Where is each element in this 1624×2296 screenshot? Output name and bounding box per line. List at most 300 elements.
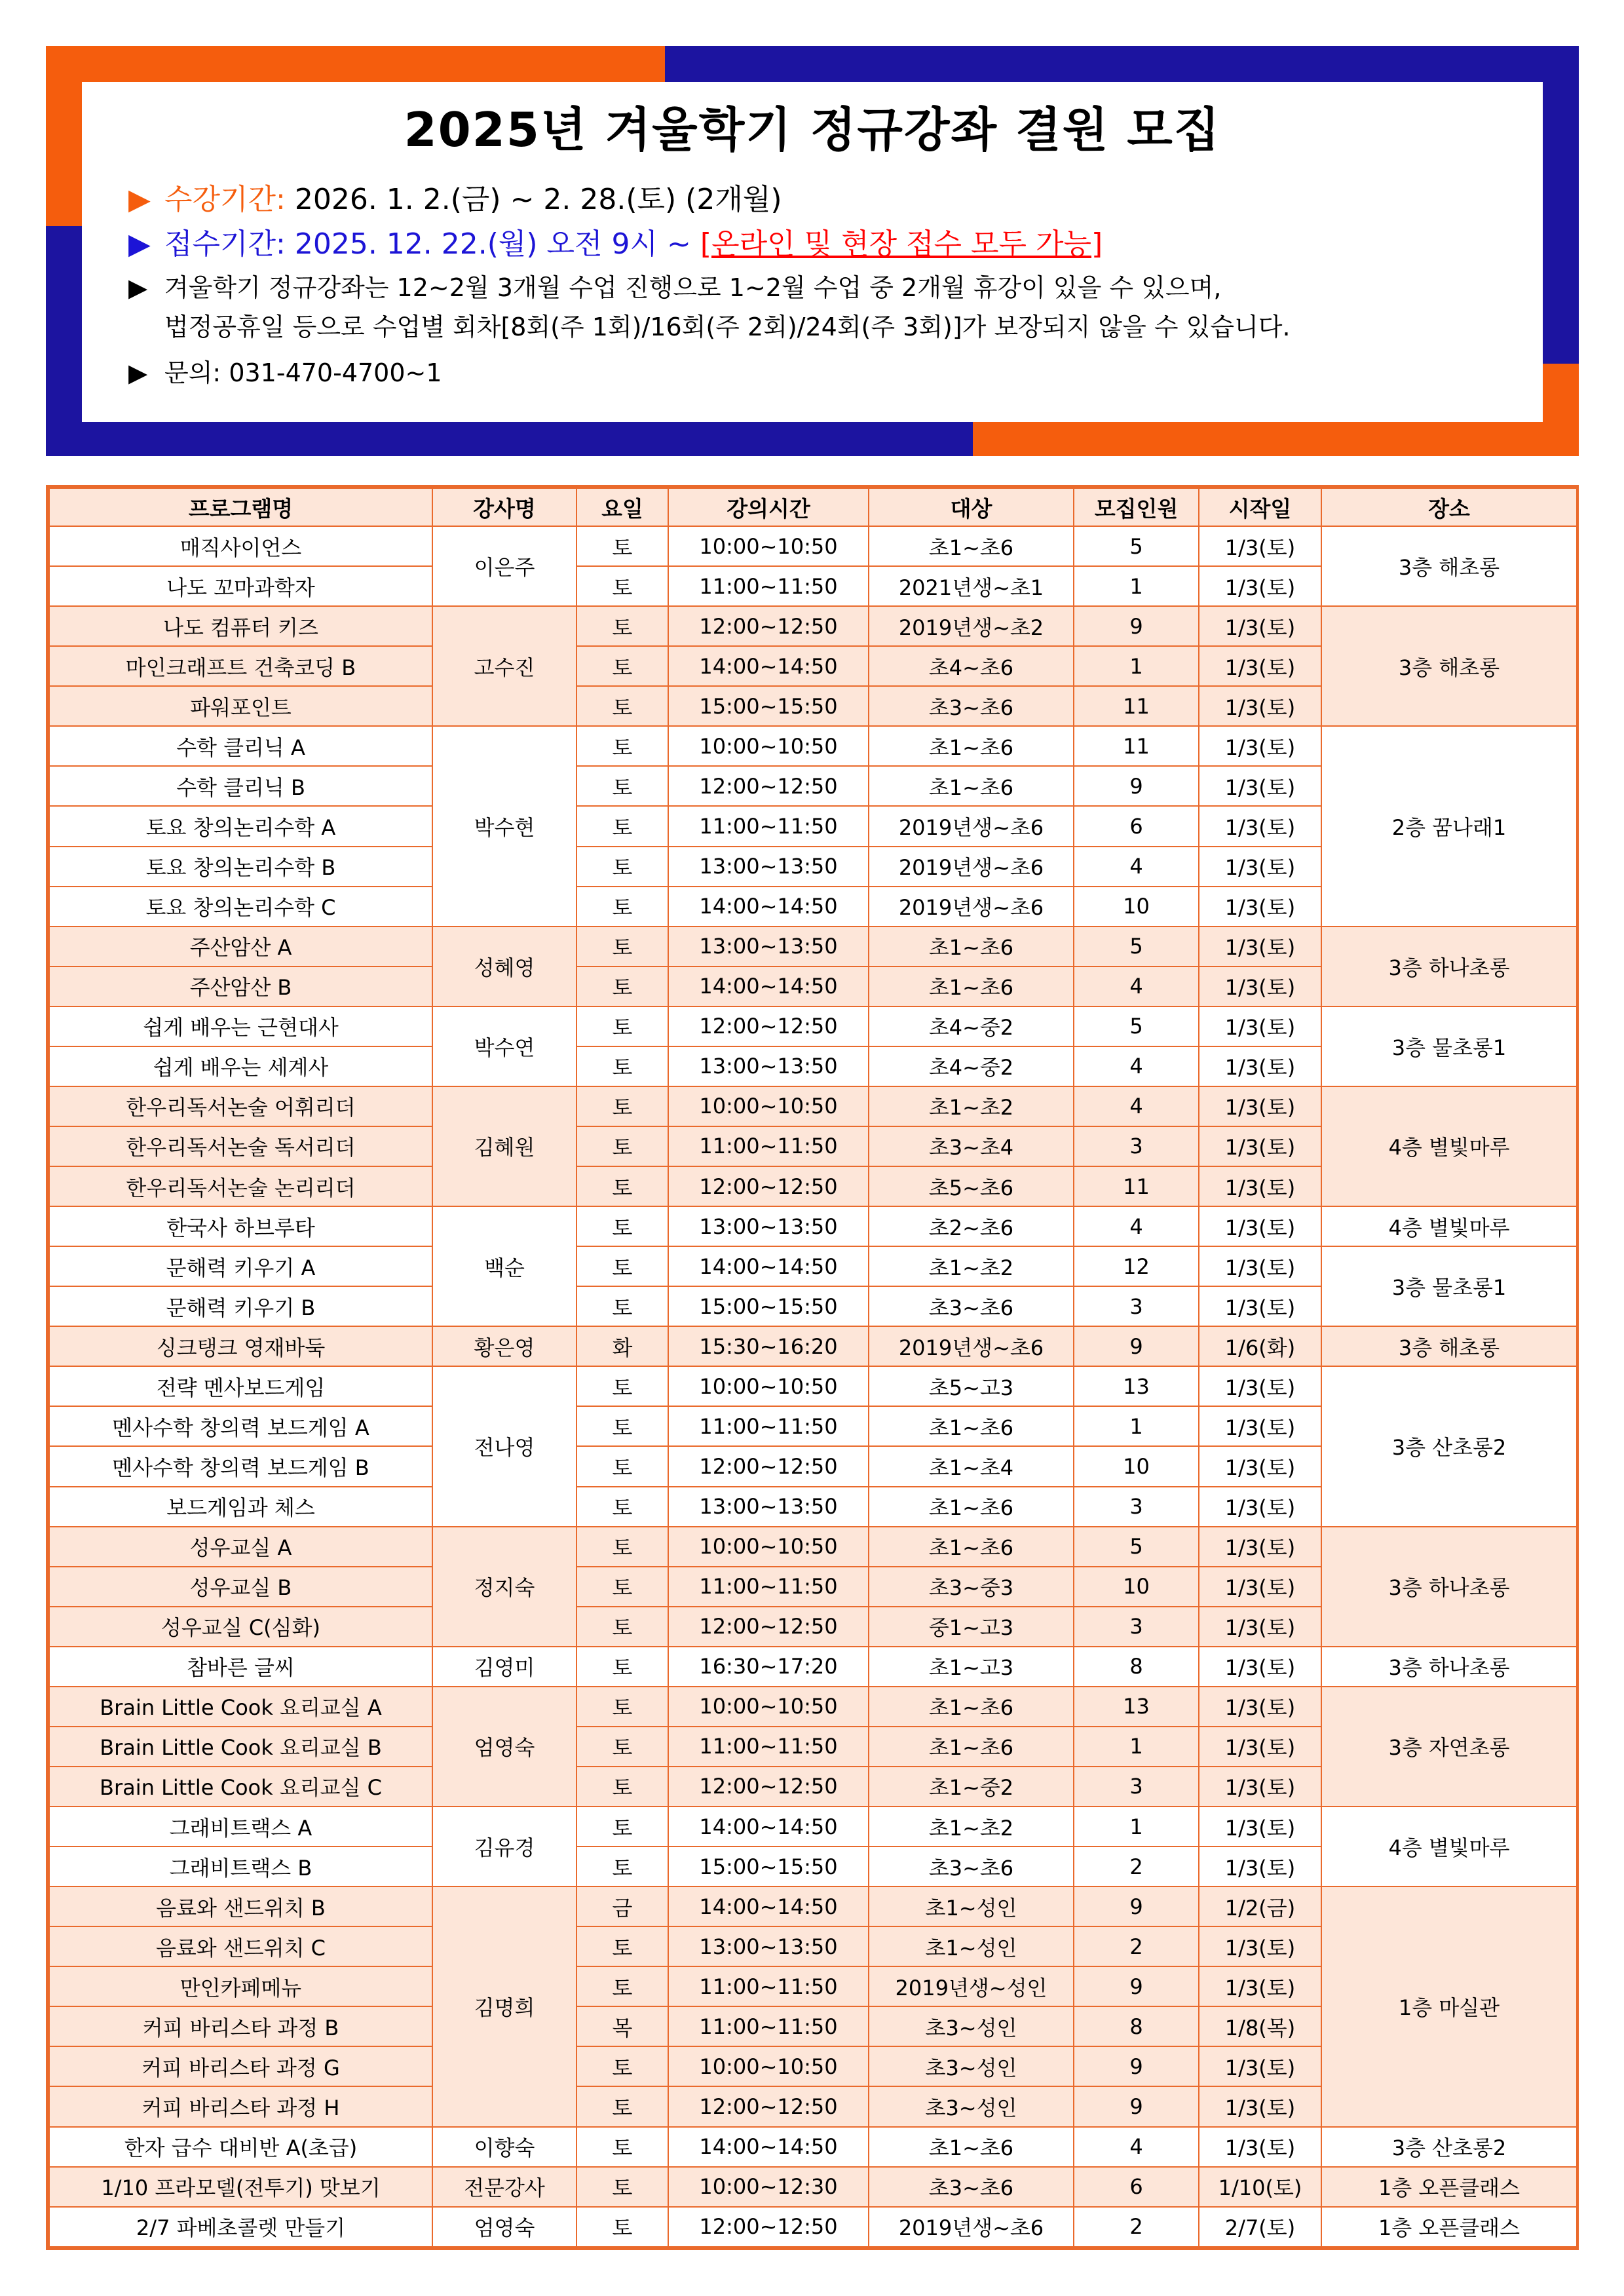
start-date-cell: 1/3(토) xyxy=(1199,2127,1321,2167)
capacity-cell: 10 xyxy=(1074,1567,1199,1607)
capacity-cell: 10 xyxy=(1074,887,1199,927)
target-cell: 초3~초6 xyxy=(869,2167,1074,2207)
capacity-cell: 5 xyxy=(1074,1006,1199,1046)
place-cell: 4층 별빛마루 xyxy=(1321,1206,1577,1246)
teacher-cell: 황은영 xyxy=(432,1326,576,1366)
notice-line xyxy=(128,267,1221,303)
registration-value: 2025. 12. 22.(월) 오전 9시 ~ xyxy=(294,227,691,261)
time-cell: 12:00~12:50 xyxy=(668,1607,869,1647)
day-cell: 토 xyxy=(576,1647,668,1687)
program-name-cell: 나도 꼬마과학자 xyxy=(49,566,432,606)
capacity-cell: 1 xyxy=(1074,1406,1199,1446)
capacity-cell: 5 xyxy=(1074,526,1199,566)
program-name-cell: 나도 컴퓨터 키즈 xyxy=(49,606,432,646)
day-cell: 토 xyxy=(576,2207,668,2247)
day-cell: 토 xyxy=(576,1767,668,1807)
period-value: 2026. 1. 2.(금) ~ 2. 28.(토) (2개월) xyxy=(294,183,782,216)
target-cell: 초3~성인 xyxy=(869,2006,1074,2046)
target-cell: 초3~초6 xyxy=(869,1846,1074,1886)
period-label: 수강기간: xyxy=(164,183,286,216)
target-cell: 초4~중2 xyxy=(869,1046,1074,1086)
table-row xyxy=(49,927,1577,966)
program-name-cell: 1/10 프라모델(전투기) 맛보기 xyxy=(49,2167,432,2207)
column-header: 요일 xyxy=(576,488,668,526)
table-header-row xyxy=(49,488,1577,526)
time-cell: 10:00~12:30 xyxy=(668,2167,869,2207)
program-name-cell: 성우교실 C(심화) xyxy=(49,1607,432,1647)
place-cell: 3층 해초롱 xyxy=(1321,1326,1577,1366)
time-cell: 15:00~15:50 xyxy=(668,1286,869,1326)
target-cell: 2019년생~초6 xyxy=(869,2207,1074,2247)
program-name-cell: 토요 창의논리수학 A xyxy=(49,806,432,846)
capacity-cell: 11 xyxy=(1074,1166,1199,1206)
start-date-cell: 1/3(토) xyxy=(1199,2046,1321,2086)
capacity-cell: 4 xyxy=(1074,1206,1199,1246)
target-cell: 초1~초6 xyxy=(869,1527,1074,1567)
capacity-cell: 9 xyxy=(1074,2086,1199,2126)
place-cell: 3층 하나초롱 xyxy=(1321,927,1577,1006)
column-header: 모집인원 xyxy=(1074,488,1199,526)
day-cell: 토 xyxy=(576,566,668,606)
notice-body xyxy=(84,84,1541,420)
teacher-cell: 전문강사 xyxy=(432,2167,576,2207)
day-cell: 토 xyxy=(576,1446,668,1486)
time-cell: 14:00~14:50 xyxy=(668,966,869,1006)
day-cell: 토 xyxy=(576,966,668,1006)
table-row xyxy=(49,1807,1577,1846)
arrow-right-icon: ▶ xyxy=(128,227,151,261)
target-cell: 초3~성인 xyxy=(869,2046,1074,2086)
frame-bar xyxy=(46,46,665,82)
time-cell: 13:00~13:50 xyxy=(668,927,869,966)
start-date-cell: 1/3(토) xyxy=(1199,686,1321,726)
start-date-cell: 1/3(토) xyxy=(1199,606,1321,646)
time-cell: 15:00~15:50 xyxy=(668,686,869,726)
target-cell: 2019년생~초6 xyxy=(869,847,1074,887)
time-cell: 12:00~12:50 xyxy=(668,2207,869,2247)
target-cell: 초1~중2 xyxy=(869,1767,1074,1807)
target-cell: 2019년생~초2 xyxy=(869,606,1074,646)
capacity-cell: 3 xyxy=(1074,1607,1199,1647)
target-cell: 초1~성인 xyxy=(869,1886,1074,1926)
capacity-cell: 2 xyxy=(1074,2207,1199,2247)
day-cell: 토 xyxy=(576,1006,668,1046)
target-cell: 초1~초6 xyxy=(869,2127,1074,2167)
target-cell: 초1~고3 xyxy=(869,1647,1074,1687)
target-cell: 초3~중3 xyxy=(869,1567,1074,1607)
teacher-cell: 김명희 xyxy=(432,1886,576,2126)
target-cell: 초2~초6 xyxy=(869,1206,1074,1246)
target-cell: 초1~초2 xyxy=(869,1807,1074,1846)
program-name-cell: 멘사수학 창의력 보드게임 B xyxy=(49,1446,432,1486)
place-cell: 3층 산초롱2 xyxy=(1321,2127,1577,2167)
capacity-cell: 8 xyxy=(1074,2006,1199,2046)
capacity-cell: 12 xyxy=(1074,1246,1199,1286)
teacher-cell: 엄영숙 xyxy=(432,2207,576,2247)
start-date-cell: 1/3(토) xyxy=(1199,1966,1321,2006)
start-date-cell: 1/3(토) xyxy=(1199,1366,1321,1406)
contact-label: 문의: xyxy=(164,358,221,387)
contact-line xyxy=(128,353,442,389)
start-date-cell: 1/3(토) xyxy=(1199,1206,1321,1246)
program-name-cell: 음료와 샌드위치 C xyxy=(49,1926,432,1966)
time-cell: 14:00~14:50 xyxy=(668,1886,869,1926)
target-cell: 초3~초4 xyxy=(869,1126,1074,1166)
day-cell: 토 xyxy=(576,1727,668,1767)
time-cell: 11:00~11:50 xyxy=(668,566,869,606)
column-header: 장소 xyxy=(1321,488,1577,526)
place-cell: 3층 해초롱 xyxy=(1321,526,1577,606)
time-cell: 16:30~17:20 xyxy=(668,1647,869,1687)
target-cell: 초1~초6 xyxy=(869,927,1074,966)
teacher-cell: 김영미 xyxy=(432,1647,576,1687)
time-cell: 10:00~10:50 xyxy=(668,526,869,566)
arrow-right-icon: ▶ xyxy=(128,358,148,387)
day-cell: 토 xyxy=(576,1046,668,1086)
place-cell: 3층 하나초롱 xyxy=(1321,1647,1577,1687)
start-date-cell: 1/3(토) xyxy=(1199,1926,1321,1966)
frame-bar xyxy=(665,46,1579,82)
day-cell: 토 xyxy=(576,1607,668,1647)
capacity-cell: 9 xyxy=(1074,1966,1199,2006)
program-name-cell: 문해력 키우기 A xyxy=(49,1246,432,1286)
day-cell: 토 xyxy=(576,686,668,726)
program-name-cell: 한자 급수 대비반 A(초급) xyxy=(49,2127,432,2167)
time-cell: 11:00~11:50 xyxy=(668,1727,869,1767)
target-cell: 초1~초6 xyxy=(869,526,1074,566)
capacity-cell: 3 xyxy=(1074,1767,1199,1807)
program-name-cell: 매직사이언스 xyxy=(49,526,432,566)
place-cell: 1층 오픈클래스 xyxy=(1321,2207,1577,2247)
target-cell: 2019년생~초6 xyxy=(869,806,1074,846)
table-row xyxy=(49,1366,1577,1406)
teacher-cell: 김유경 xyxy=(432,1807,576,1886)
column-header: 프로그램명 xyxy=(49,488,432,526)
capacity-cell: 11 xyxy=(1074,686,1199,726)
frame-bar xyxy=(46,82,82,226)
start-date-cell: 2/7(토) xyxy=(1199,2207,1321,2247)
capacity-cell: 4 xyxy=(1074,847,1199,887)
time-cell: 12:00~12:50 xyxy=(668,1006,869,1046)
start-date-cell: 1/3(토) xyxy=(1199,806,1321,846)
teacher-cell: 고수진 xyxy=(432,606,576,726)
program-name-cell: 파워포인트 xyxy=(49,686,432,726)
program-name-cell: 한우리독서논술 논리리더 xyxy=(49,1166,432,1206)
column-header: 시작일 xyxy=(1199,488,1321,526)
start-date-cell: 1/2(금) xyxy=(1199,1886,1321,1926)
capacity-cell: 1 xyxy=(1074,1727,1199,1767)
place-cell: 4층 별빛마루 xyxy=(1321,1807,1577,1886)
time-cell: 14:00~14:50 xyxy=(668,646,869,686)
time-cell: 12:00~12:50 xyxy=(668,1767,869,1807)
period-line xyxy=(128,176,782,218)
table-row xyxy=(49,1006,1577,1046)
target-cell: 2019년생~초6 xyxy=(869,1326,1074,1366)
capacity-cell: 3 xyxy=(1074,1487,1199,1527)
target-cell: 초1~초2 xyxy=(869,1246,1074,1286)
day-cell: 토 xyxy=(576,646,668,686)
target-cell: 2019년생~성인 xyxy=(869,1966,1074,2006)
time-cell: 10:00~10:50 xyxy=(668,1527,869,1567)
day-cell: 토 xyxy=(576,2127,668,2167)
start-date-cell: 1/3(토) xyxy=(1199,1567,1321,1607)
table-row xyxy=(49,606,1577,646)
table-row xyxy=(49,2127,1577,2167)
day-cell: 토 xyxy=(576,726,668,766)
program-name-cell: 주산암산 B xyxy=(49,966,432,1006)
contact-value: 031-470-4700~1 xyxy=(229,358,442,387)
time-cell: 11:00~11:50 xyxy=(668,1567,869,1607)
teacher-cell: 이은주 xyxy=(432,526,576,606)
place-cell: 3층 물초롱1 xyxy=(1321,1006,1577,1086)
place-cell: 3층 산초롱2 xyxy=(1321,1366,1577,1526)
place-cell: 3층 자연초롱 xyxy=(1321,1687,1577,1807)
start-date-cell: 1/3(토) xyxy=(1199,1086,1321,1126)
program-name-cell: 한국사 하브루타 xyxy=(49,1206,432,1246)
frame-bar xyxy=(973,422,1579,456)
program-name-cell: Brain Little Cook 요리교실 B xyxy=(49,1727,432,1767)
teacher-cell: 이향숙 xyxy=(432,2127,576,2167)
place-cell: 3층 하나초롱 xyxy=(1321,1527,1577,1647)
capacity-cell: 3 xyxy=(1074,1126,1199,1166)
time-cell: 10:00~10:50 xyxy=(668,1086,869,1126)
program-name-cell: 쉽게 배우는 세계사 xyxy=(49,1046,432,1086)
day-cell: 토 xyxy=(576,2167,668,2207)
day-cell: 토 xyxy=(576,606,668,646)
day-cell: 토 xyxy=(576,1166,668,1206)
capacity-cell: 1 xyxy=(1074,566,1199,606)
day-cell: 토 xyxy=(576,2046,668,2086)
capacity-cell: 3 xyxy=(1074,1286,1199,1326)
target-cell: 초4~초6 xyxy=(869,646,1074,686)
page-title: 2025년 겨울학기 정규강좌 결원 모집 xyxy=(404,102,1221,157)
table-row xyxy=(49,526,1577,566)
target-cell: 초1~초6 xyxy=(869,1406,1074,1446)
day-cell: 토 xyxy=(576,927,668,966)
time-cell: 10:00~10:50 xyxy=(668,1687,869,1727)
program-name-cell: 토요 창의논리수학 C xyxy=(49,887,432,927)
teacher-cell: 정지숙 xyxy=(432,1527,576,1647)
start-date-cell: 1/3(토) xyxy=(1199,1647,1321,1687)
program-name-cell: 커피 바리스타 과정 B xyxy=(49,2006,432,2046)
time-cell: 14:00~14:50 xyxy=(668,887,869,927)
column-header: 강의시간 xyxy=(668,488,869,526)
capacity-cell: 6 xyxy=(1074,2167,1199,2207)
capacity-cell: 9 xyxy=(1074,606,1199,646)
time-cell: 12:00~12:50 xyxy=(668,2086,869,2126)
program-name-cell: 전략 멘사보드게임 xyxy=(49,1366,432,1406)
start-date-cell: 1/3(토) xyxy=(1199,1446,1321,1486)
start-date-cell: 1/3(토) xyxy=(1199,766,1321,806)
start-date-cell: 1/3(토) xyxy=(1199,927,1321,966)
target-cell: 초1~초6 xyxy=(869,966,1074,1006)
day-cell: 토 xyxy=(576,1246,668,1286)
table-row xyxy=(49,1206,1577,1246)
place-cell: 2층 꿈나래1 xyxy=(1321,726,1577,926)
time-cell: 10:00~10:50 xyxy=(668,726,869,766)
start-date-cell: 1/3(토) xyxy=(1199,1286,1321,1326)
start-date-cell: 1/3(토) xyxy=(1199,566,1321,606)
arrow-right-icon: ▶ xyxy=(128,183,151,216)
capacity-cell: 4 xyxy=(1074,1046,1199,1086)
arrow-right-icon: ▶ xyxy=(128,273,148,302)
day-cell: 토 xyxy=(576,806,668,846)
start-date-cell: 1/3(토) xyxy=(1199,847,1321,887)
teacher-cell: 엄영숙 xyxy=(432,1687,576,1807)
registration-line xyxy=(128,220,1103,262)
table-row xyxy=(49,1647,1577,1687)
day-cell: 토 xyxy=(576,1366,668,1406)
start-date-cell: 1/3(토) xyxy=(1199,1807,1321,1846)
time-cell: 12:00~12:50 xyxy=(668,606,869,646)
target-cell: 초1~초2 xyxy=(869,1086,1074,1126)
program-name-cell: 한우리독서논술 어휘리더 xyxy=(49,1086,432,1126)
time-cell: 11:00~11:50 xyxy=(668,806,869,846)
program-name-cell: 만인카페메뉴 xyxy=(49,1966,432,2006)
day-cell: 토 xyxy=(576,1086,668,1126)
program-name-cell: 주산암산 A xyxy=(49,927,432,966)
start-date-cell: 1/3(토) xyxy=(1199,526,1321,566)
time-cell: 14:00~14:50 xyxy=(668,1807,869,1846)
target-cell: 초1~초6 xyxy=(869,1687,1074,1727)
time-cell: 14:00~14:50 xyxy=(668,1246,869,1286)
target-cell: 초5~고3 xyxy=(869,1366,1074,1406)
teacher-cell: 전나영 xyxy=(432,1366,576,1526)
program-name-cell: 문해력 키우기 B xyxy=(49,1286,432,1326)
day-cell: 토 xyxy=(576,526,668,566)
day-cell: 토 xyxy=(576,766,668,806)
target-cell: 중1~고3 xyxy=(869,1607,1074,1647)
day-cell: 토 xyxy=(576,1846,668,1886)
start-date-cell: 1/8(목) xyxy=(1199,2006,1321,2046)
column-header: 대상 xyxy=(869,488,1074,526)
table-row xyxy=(49,1527,1577,1567)
teacher-cell: 박수연 xyxy=(432,1006,576,1086)
time-cell: 11:00~11:50 xyxy=(668,1406,869,1446)
start-date-cell: 1/3(토) xyxy=(1199,1406,1321,1446)
capacity-cell: 5 xyxy=(1074,1527,1199,1567)
teacher-cell: 박수현 xyxy=(432,726,576,926)
start-date-cell: 1/3(토) xyxy=(1199,1126,1321,1166)
program-name-cell: 쉽게 배우는 근현대사 xyxy=(49,1006,432,1046)
day-cell: 화 xyxy=(576,1326,668,1366)
teacher-cell: 백순 xyxy=(432,1206,576,1326)
time-cell: 15:30~16:20 xyxy=(668,1326,869,1366)
time-cell: 11:00~11:50 xyxy=(668,2006,869,2046)
time-cell: 14:00~14:50 xyxy=(668,2127,869,2167)
start-date-cell: 1/3(토) xyxy=(1199,726,1321,766)
course-table xyxy=(46,485,1579,2250)
frame-bar xyxy=(46,422,973,456)
program-name-cell: 그래비트랙스 B xyxy=(49,1846,432,1886)
day-cell: 토 xyxy=(576,1206,668,1246)
start-date-cell: 1/3(토) xyxy=(1199,1006,1321,1046)
capacity-cell: 4 xyxy=(1074,2127,1199,2167)
start-date-cell: 1/3(토) xyxy=(1199,887,1321,927)
place-cell: 3층 물초롱1 xyxy=(1321,1246,1577,1326)
program-name-cell: 성우교실 A xyxy=(49,1527,432,1567)
capacity-cell: 6 xyxy=(1074,806,1199,846)
start-date-cell: 1/3(토) xyxy=(1199,1527,1321,1567)
time-cell: 13:00~13:50 xyxy=(668,1926,869,1966)
day-cell: 토 xyxy=(576,1286,668,1326)
target-cell: 초4~중2 xyxy=(869,1006,1074,1046)
start-date-cell: 1/3(토) xyxy=(1199,646,1321,686)
program-name-cell: 커피 바리스타 과정 G xyxy=(49,2046,432,2086)
teacher-cell: 성혜영 xyxy=(432,927,576,1006)
time-cell: 10:00~10:50 xyxy=(668,1366,869,1406)
capacity-cell: 13 xyxy=(1074,1366,1199,1406)
day-cell: 토 xyxy=(576,1126,668,1166)
table-row xyxy=(49,1326,1577,1366)
time-cell: 13:00~13:50 xyxy=(668,1046,869,1086)
day-cell: 목 xyxy=(576,2006,668,2046)
program-name-cell: 참바른 글씨 xyxy=(49,1647,432,1687)
day-cell: 토 xyxy=(576,1926,668,1966)
day-cell: 토 xyxy=(576,1487,668,1527)
capacity-cell: 1 xyxy=(1074,646,1199,686)
program-name-cell: 싱크탱크 영재바둑 xyxy=(49,1326,432,1366)
capacity-cell: 9 xyxy=(1074,766,1199,806)
program-name-cell: 성우교실 B xyxy=(49,1567,432,1607)
start-date-cell: 1/3(토) xyxy=(1199,1846,1321,1886)
program-name-cell: 한우리독서논술 독서리더 xyxy=(49,1126,432,1166)
teacher-cell: 김혜원 xyxy=(432,1086,576,1206)
target-cell: 초3~초6 xyxy=(869,686,1074,726)
time-cell: 12:00~12:50 xyxy=(668,766,869,806)
capacity-cell: 4 xyxy=(1074,1086,1199,1126)
start-date-cell: 1/3(토) xyxy=(1199,2086,1321,2126)
capacity-cell: 13 xyxy=(1074,1687,1199,1727)
program-name-cell: 그래비트랙스 A xyxy=(49,1807,432,1846)
capacity-cell: 4 xyxy=(1074,966,1199,1006)
capacity-cell: 11 xyxy=(1074,726,1199,766)
frame-bar xyxy=(1543,82,1579,364)
target-cell: 2019년생~초6 xyxy=(869,887,1074,927)
time-cell: 11:00~11:50 xyxy=(668,1126,869,1166)
day-cell: 토 xyxy=(576,1567,668,1607)
start-date-cell: 1/6(화) xyxy=(1199,1326,1321,1366)
target-cell: 초1~초4 xyxy=(869,1446,1074,1486)
time-cell: 12:00~12:50 xyxy=(668,1446,869,1486)
table-row xyxy=(49,1687,1577,1727)
registration-note: [온라인 및 현장 접수 모두 가능] xyxy=(700,227,1103,261)
day-cell: 토 xyxy=(576,2086,668,2126)
program-name-cell: 마인크래프트 건축코딩 B xyxy=(49,646,432,686)
capacity-cell: 2 xyxy=(1074,1846,1199,1886)
start-date-cell: 1/3(토) xyxy=(1199,1767,1321,1807)
table-row xyxy=(49,2207,1577,2247)
start-date-cell: 1/3(토) xyxy=(1199,966,1321,1006)
table-row xyxy=(49,1886,1577,1926)
time-cell: 13:00~13:50 xyxy=(668,847,869,887)
place-cell: 1층 오픈클래스 xyxy=(1321,2167,1577,2207)
capacity-cell: 10 xyxy=(1074,1446,1199,1486)
program-name-cell: 커피 바리스타 과정 H xyxy=(49,2086,432,2126)
target-cell: 초1~초6 xyxy=(869,766,1074,806)
start-date-cell: 1/3(토) xyxy=(1199,1687,1321,1727)
day-cell: 토 xyxy=(576,1527,668,1567)
capacity-cell: 9 xyxy=(1074,1326,1199,1366)
start-date-cell: 1/3(토) xyxy=(1199,1487,1321,1527)
start-date-cell: 1/10(토) xyxy=(1199,2167,1321,2207)
column-header: 강사명 xyxy=(432,488,576,526)
time-cell: 10:00~10:50 xyxy=(668,2046,869,2086)
day-cell: 토 xyxy=(576,887,668,927)
target-cell: 초1~초6 xyxy=(869,726,1074,766)
start-date-cell: 1/3(토) xyxy=(1199,1166,1321,1206)
capacity-cell: 2 xyxy=(1074,1926,1199,1966)
